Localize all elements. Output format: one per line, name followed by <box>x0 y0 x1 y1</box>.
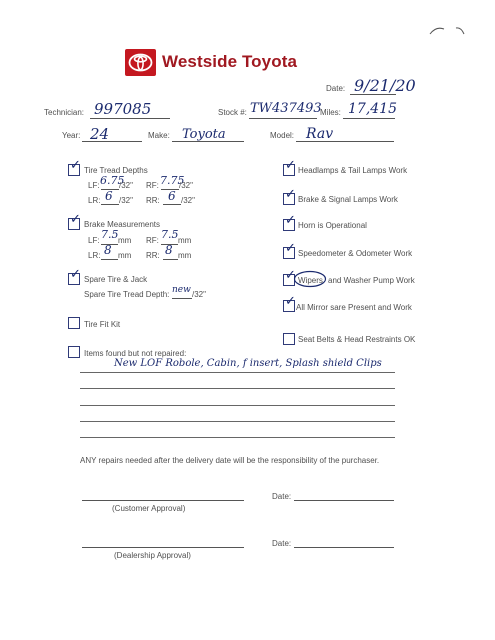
brake-lf-label: LF: <box>88 236 100 245</box>
spare-tire-label: Spare Tire & Jack <box>84 275 148 284</box>
tire-rr-unit: /32" <box>181 196 195 205</box>
tire-rr-value[interactable]: 6 <box>168 189 176 203</box>
tire-lr-label: LR: <box>88 196 101 205</box>
stock-value[interactable]: TW437493 <box>250 101 322 116</box>
brake-rr-value[interactable]: 8 <box>165 243 173 257</box>
items-found-value[interactable]: New LOF Robole, Cabin, f insert, Splash shield Clips <box>114 358 382 369</box>
date1-line[interactable] <box>294 500 394 501</box>
handdrawn-circle-icon <box>293 270 327 288</box>
tire-lr-underline <box>101 204 119 205</box>
year-value[interactable]: 24 <box>90 125 110 143</box>
wipers-word: Wipers <box>298 276 323 285</box>
notes-line-4 <box>80 421 395 422</box>
tire-lf-label: LF: <box>88 181 100 190</box>
customer-signature-line[interactable] <box>82 500 244 501</box>
brake-rr-unit: mm <box>178 251 192 260</box>
date2-line[interactable] <box>294 547 394 548</box>
checkmark-icon: ✓ <box>285 158 296 173</box>
speedometer-label: Speedometer & Odometer Work <box>298 249 413 258</box>
tire-lr-unit: /32" <box>119 196 133 205</box>
checkmark-icon: ✓ <box>285 294 296 309</box>
brake-measurements-label: Brake Measurements <box>84 220 161 229</box>
tire-tread-label: Tire Tread Depths <box>84 166 148 175</box>
brake-rf-label: RF: <box>146 236 159 245</box>
tire-fit-kit-label: Tire Fit Kit <box>84 320 121 329</box>
horn-label: Horn is Operational <box>298 221 367 230</box>
technician-value[interactable]: 997085 <box>94 100 152 118</box>
tire-rf-unit: /32" <box>179 181 193 190</box>
mirrors-label: All Mirror sare Present and Work <box>296 303 412 312</box>
seat-belts-label: Seat Belts & Head Restraints OK <box>298 335 416 344</box>
corner-mark <box>428 22 468 40</box>
notes-line-2 <box>80 388 395 389</box>
date2-label: Date: <box>272 539 292 548</box>
spare-depth-underline <box>172 298 192 299</box>
headlamps-label: Headlamps & Tail Lamps Work <box>298 166 408 175</box>
checkmark-icon: ✓ <box>285 213 296 228</box>
checkmark-icon: ✓ <box>285 268 296 283</box>
brake-rf-unit: mm <box>178 236 192 245</box>
seat-belts-checkbox[interactable] <box>283 333 295 345</box>
brake-lf-unit: mm <box>118 236 132 245</box>
checkmark-icon: ✓ <box>70 212 81 227</box>
model-label: Model: <box>270 131 295 140</box>
tire-rf-value[interactable]: 7.75 <box>160 174 185 187</box>
notes-line-1 <box>80 372 395 373</box>
date1-label: Date: <box>272 492 292 501</box>
date-value[interactable]: 9/21/20 <box>354 76 416 95</box>
brake-lamps-label: Brake & Signal Lamps Work <box>298 195 398 204</box>
brake-lr-label: LR: <box>88 251 101 260</box>
checkmark-icon: ✓ <box>285 241 296 256</box>
technician-underline <box>90 118 170 119</box>
tire-lr-value[interactable]: 6 <box>105 189 113 203</box>
brake-rf-value[interactable]: 7.5 <box>161 228 179 241</box>
checkmark-icon: ✓ <box>70 158 81 173</box>
miles-underline <box>343 118 395 119</box>
technician-label: Technician: <box>44 108 85 117</box>
miles-value[interactable]: 17,415 <box>348 101 397 117</box>
notes-line-3 <box>80 405 395 406</box>
dealership-approval-label: (Dealership Approval) <box>114 551 191 560</box>
spare-depth-unit: /32" <box>192 290 206 299</box>
brake-rr-label: RR: <box>146 251 160 260</box>
make-label: Make: <box>148 131 170 140</box>
checkmark-icon: ✓ <box>70 267 81 282</box>
tire-rr-underline <box>163 204 181 205</box>
spare-depth-label: Spare Tire Tread Depth: <box>84 290 170 299</box>
items-found-label: Items found but not repaired: <box>84 349 187 358</box>
items-found-checkbox[interactable] <box>68 346 80 358</box>
checkmark-icon: ✓ <box>285 187 296 202</box>
make-value[interactable]: Toyota <box>182 127 226 142</box>
year-label: Year: <box>62 131 81 140</box>
tire-rr-label: RR: <box>146 196 160 205</box>
brake-rr-underline <box>163 259 178 260</box>
model-value[interactable]: Rav <box>306 126 334 142</box>
miles-label: Miles: <box>320 108 341 117</box>
tire-lf-unit: /32" <box>119 181 133 190</box>
tire-rf-label: RF: <box>146 181 159 190</box>
customer-approval-label: (Customer Approval) <box>112 504 186 513</box>
stock-label: Stock #: <box>218 108 247 117</box>
brake-lr-underline <box>101 259 118 260</box>
disclaimer-text: ANY repairs needed after the delivery date will be the responsibility of the purchaser. <box>80 456 380 465</box>
stock-underline <box>249 118 317 119</box>
brake-lr-value[interactable]: 8 <box>104 243 112 257</box>
brake-lf-value[interactable]: 7.5 <box>101 228 119 241</box>
date-label: Date: <box>326 84 346 93</box>
tire-fit-kit-checkbox[interactable] <box>68 317 80 329</box>
spare-depth-value[interactable]: new <box>172 285 191 295</box>
brand-name: Westside Toyota <box>162 52 298 71</box>
tire-lf-value[interactable]: 6.75 <box>100 174 125 187</box>
dealership-signature-line[interactable] <box>82 547 244 548</box>
notes-line-5 <box>80 437 395 438</box>
wipers-rest: and Washer Pump Work <box>328 276 415 285</box>
brake-lr-unit: mm <box>118 251 132 260</box>
toyota-logo-icon <box>125 49 156 76</box>
